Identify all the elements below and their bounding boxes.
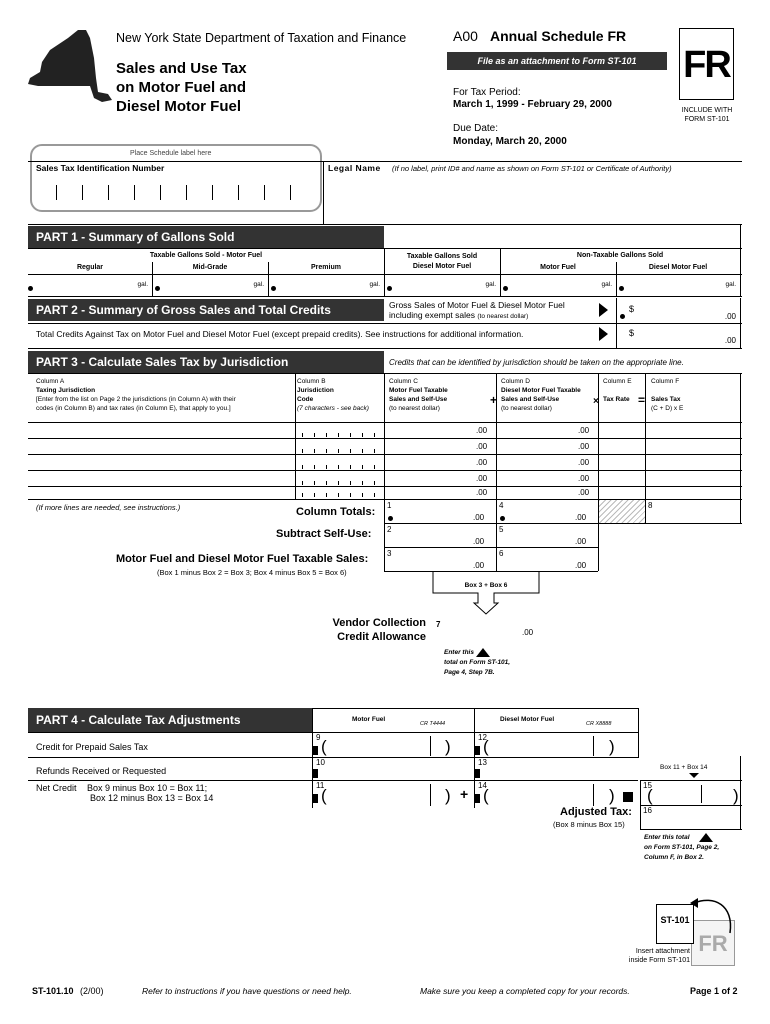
equals-operator: = <box>638 393 646 407</box>
box-3-number: 3 <box>387 549 392 558</box>
vendor-line-2: Credit Allowance <box>337 631 426 643</box>
box-11-field[interactable] <box>313 781 473 807</box>
col-b-note: (7 characters - see back) <box>297 405 369 412</box>
box-7-number: 7 <box>436 620 441 629</box>
more-lines-note: (If more lines are needed, see instructions.) <box>36 503 181 512</box>
include-with-line-2: FORM ST-101 <box>684 116 730 123</box>
attachment-note: File as an attachment to Form ST-101 <box>447 52 667 70</box>
fr-badge-text: FR <box>683 44 730 86</box>
tax-period-label: For Tax Period: <box>453 87 521 98</box>
p4-cents-divider <box>430 784 431 806</box>
include-with-line-1: INCLUDE WITH <box>681 107 733 114</box>
col-regular: Regular <box>76 264 104 271</box>
zero-cents: .00 <box>575 513 587 522</box>
zero-d: .00 <box>578 488 590 497</box>
zero-d: .00 <box>578 426 590 435</box>
box-14-number: 14 <box>478 781 487 790</box>
form-number-text: ST-101.10 <box>32 986 74 996</box>
zero-c: .00 <box>476 474 488 483</box>
zero-c: .00 <box>476 488 488 497</box>
enter-line-2: on Form ST-101, Page 2, <box>644 844 720 852</box>
col-f-label: Column F <box>651 378 680 385</box>
part3-title: PART 3 - Calculate Sales Tax by Jurisdiction <box>28 351 384 373</box>
box-8-field[interactable] <box>646 500 740 523</box>
taxable-diesel-line-2: Diesel Motor Fuel <box>412 263 472 270</box>
close-paren: ) <box>733 786 739 805</box>
box-7-field[interactable] <box>444 620 544 640</box>
nontaxable-header: Non-Taxable Gallons Sold <box>576 252 664 259</box>
col-a-title: Taxing Jurisdiction <box>36 387 96 394</box>
box15-top-right <box>740 756 741 780</box>
box-8-number: 8 <box>648 501 653 510</box>
open-paren: ( <box>321 737 327 756</box>
enter-line-2: total on Form ST-101, <box>444 659 511 667</box>
close-paren: ) <box>609 737 615 756</box>
col-e-title: Tax Rate <box>603 396 630 403</box>
jurisdiction-row-5[interactable] <box>28 487 740 499</box>
form-number <box>32 986 104 996</box>
diesel-fuel-header: Diesel Motor Fuel <box>500 716 555 723</box>
col-c-title-1: Motor Fuel Taxable <box>389 387 448 394</box>
box-e-shaded <box>599 500 645 523</box>
midgrade-gallons-field[interactable] <box>152 276 268 296</box>
part1-line-top <box>28 248 742 249</box>
part1-line-mid <box>28 274 742 275</box>
col-b-title-2: Code <box>297 396 314 403</box>
jurisdiction-code-ticks <box>298 429 382 495</box>
motor-fuel-header: Motor Fuel <box>352 716 386 723</box>
box-4-field[interactable] <box>497 500 598 523</box>
cr-motor: CR T4444 <box>420 721 446 727</box>
open-paren: ( <box>321 786 327 805</box>
refer-instructions: Refer to instructions if you have questions or need help. <box>142 986 352 996</box>
col-f-header <box>651 377 683 413</box>
st101-doc <box>656 904 694 944</box>
enter-line-3: Column F, in Box 2. <box>644 854 704 862</box>
zero-c: .00 <box>476 458 488 467</box>
page-number: Page 1 of 2 <box>690 986 738 996</box>
enter-line-3: Page 4, Step 7B. <box>444 669 495 677</box>
vendor-line-1: Vendor Collection <box>332 617 426 629</box>
p4-header-top <box>312 708 638 709</box>
gross-sales-label <box>389 300 565 322</box>
total-credits-field[interactable] <box>618 326 740 346</box>
gross-line-2: including exempt sales <box>389 310 475 320</box>
col-midgrade: Mid-Grade <box>192 264 228 271</box>
gross-line-2-note: (to nearest dollar) <box>477 313 529 320</box>
dollar-sign: $ <box>629 328 635 338</box>
premium-gallons-field[interactable] <box>268 276 384 296</box>
box-10-number: 10 <box>316 758 325 767</box>
box-16-field[interactable] <box>641 806 739 829</box>
col-f-title-2: (C + D) x E <box>651 405 684 412</box>
fr-badge <box>679 28 734 100</box>
col-nt-motor: Motor Fuel <box>540 264 576 271</box>
col-a-note-2: codes (in Column B) and tax rates (in Column E), that apply to you.] <box>36 405 231 412</box>
net-credit-label <box>36 783 207 793</box>
box-9-field[interactable] <box>313 733 473 757</box>
enter-line-1: Enter this total <box>644 834 690 842</box>
close-paren: ) <box>445 737 451 756</box>
title-line-2: on Motor Fuel and <box>116 79 246 96</box>
net-credit-text: Net Credit <box>36 783 77 793</box>
regular-gallons-field[interactable] <box>28 276 152 296</box>
vendor-collection-label <box>330 616 426 644</box>
box-5-number: 5 <box>499 525 504 534</box>
zero-cents: .00 <box>575 537 587 546</box>
box-3-field[interactable] <box>385 548 496 571</box>
close-paren: ) <box>445 786 451 805</box>
tax-period: March 1, 1999 - February 29, 2000 <box>453 99 612 110</box>
taxable-sales-note: (Box 1 minus Box 2 = Box 3; Box 4 minus Box 5 = Box 6) <box>157 568 347 577</box>
p4-cents-divider <box>430 736 431 756</box>
zero-cents: .00 <box>522 628 534 637</box>
zero-cents: .00 <box>473 513 485 522</box>
refunds-label: Refunds Received or Requested <box>36 766 167 776</box>
col-a-label: Column A <box>36 378 65 385</box>
box-15-number: 15 <box>643 781 652 790</box>
p4-cents-divider <box>593 736 594 756</box>
col-e-label: Column E <box>603 378 632 385</box>
department-name: New York State Department of Taxation and Finance <box>116 31 407 45</box>
col-b-title-1: Jurisdiction <box>297 387 334 394</box>
dollar-sign: $ <box>629 304 635 314</box>
label-top-line <box>28 161 742 162</box>
down-arrow-box-icon <box>432 571 540 615</box>
box-11-number: 11 <box>316 781 325 790</box>
up-arrow-icon <box>476 648 490 657</box>
adjusted-tax-note: (Box 8 minus Box 15) <box>553 820 625 829</box>
box-1-field[interactable] <box>385 500 496 523</box>
net-credit-note-1: Box 9 minus Box 10 = Box 11; <box>87 783 208 793</box>
zero-cents: .00 <box>473 537 485 546</box>
part2-title: PART 2 - Summary of Gross Sales and Total Credits <box>28 299 384 321</box>
zero-cents: .00 <box>575 561 587 570</box>
unit-gal: gal. <box>601 281 612 288</box>
box-4-number: 4 <box>499 501 504 510</box>
open-paren: ( <box>647 786 653 805</box>
col-nt-diesel: Diesel Motor Fuel <box>648 264 708 271</box>
zero-cents: .00 <box>473 561 485 570</box>
legal-name-note: (If no label, print ID# and name as shown on Form ST-101 or Certificate of Authority) <box>392 164 672 173</box>
box11-plus-14-label: Box 11 + Box 14 <box>660 764 708 771</box>
form-date: (2/00) <box>80 986 104 996</box>
nontaxable-diesel-gallons-field[interactable] <box>616 276 740 296</box>
p3-vline-right <box>740 373 741 523</box>
box-6-number: 6 <box>499 549 504 558</box>
st101-doc-text: ST-101 <box>660 915 690 925</box>
new-york-state-map-icon <box>28 28 112 110</box>
arrow-right-icon <box>599 303 608 317</box>
insert-attachment-note <box>600 947 690 965</box>
zero-d: .00 <box>578 458 590 467</box>
part1-right-border <box>740 224 741 296</box>
part1-line-bottom <box>28 296 742 297</box>
box-15-field[interactable] <box>641 781 739 805</box>
cr-diesel: CR X8888 <box>586 721 612 727</box>
label-divider <box>323 161 324 225</box>
col-a-header <box>36 377 236 413</box>
taxable-motor-fuel-header: Taxable Gallons Sold - Motor Fuel <box>149 252 263 259</box>
legal-name-field[interactable] <box>326 178 740 224</box>
form-code: A00 <box>453 28 478 44</box>
col-d-note: (to nearest dollar) <box>501 405 552 412</box>
zero-d: .00 <box>578 474 590 483</box>
due-date: Monday, March 20, 2000 <box>453 136 567 147</box>
box-9-number: 9 <box>316 733 321 742</box>
label-bottom-line <box>28 224 742 225</box>
col-b-header <box>297 377 369 413</box>
gross-sales-field[interactable] <box>618 302 740 322</box>
part3-credits-note: Credits that can be identified by jurisdiction should be taken on the appropriate line. <box>389 358 684 367</box>
zero-c: .00 <box>476 442 488 451</box>
fr-attachment-text: FR <box>698 931 728 956</box>
col-premium: Premium <box>311 264 341 271</box>
jurisdiction-row-1[interactable] <box>28 423 740 438</box>
col-e-header <box>603 377 632 404</box>
down-arrow-icon <box>689 773 699 778</box>
taxable-diesel-header <box>384 252 500 272</box>
part1-title: PART 1 - Summary of Gallons Sold <box>28 226 384 248</box>
insert-arrow-icon <box>690 895 738 935</box>
vendor-enter-note <box>444 648 510 678</box>
total-credits-label: Total Credits Against Tax on Motor Fuel and Diesel Motor Fuel (except prepaid credits). See instructions for additional information. <box>36 329 524 339</box>
box8-left <box>645 499 646 523</box>
arrow-right-icon <box>599 327 608 341</box>
subtract-self-use-label: Subtract Self-Use: <box>276 528 372 540</box>
form-title <box>116 59 247 116</box>
box-13-number: 13 <box>478 758 487 767</box>
col-c-label: Column C <box>389 378 418 385</box>
open-paren: ( <box>483 786 489 805</box>
column-totals-label: Column Totals: <box>296 506 376 518</box>
box-12-number: 12 <box>478 733 487 742</box>
taxable-diesel-line-1: Taxable Gallons Sold <box>406 253 478 260</box>
col-f-title-1: Sales Tax <box>651 396 681 403</box>
place-label-note: Place Schedule label here <box>130 150 212 157</box>
col-a-note-1: [Enter from the list on Page 2 the jurisdictions (in Column A) with their <box>36 396 236 403</box>
plus-operator: + <box>490 393 498 407</box>
part4-title: PART 4 - Calculate Tax Adjustments <box>28 708 312 732</box>
zero-cents: .00 <box>724 336 736 345</box>
title-line-3: Diesel Motor Fuel <box>116 98 242 115</box>
box-10-field[interactable] <box>313 758 473 780</box>
col-d-title-2: Sales and Self-Use <box>501 396 560 403</box>
part3-line-top <box>28 373 742 374</box>
unit-gal: gal. <box>137 281 148 288</box>
col-d-label: Column D <box>501 378 530 385</box>
box-5-field[interactable] <box>497 524 598 547</box>
nontaxable-motor-gallons-field[interactable] <box>500 276 616 296</box>
box-2-field[interactable] <box>385 524 496 547</box>
jurisdiction-row-2[interactable] <box>28 439 740 454</box>
net-credit-note-2: Box 12 minus Box 13 = Box 14 <box>90 793 214 803</box>
plus-operator: + <box>460 786 469 802</box>
enter-line-1: Enter this <box>444 649 474 657</box>
close-paren: ) <box>609 786 615 805</box>
jurisdiction-row-4[interactable] <box>28 471 740 486</box>
sales-tax-id-field[interactable] <box>36 185 306 200</box>
unit-gal: gal. <box>725 281 736 288</box>
gross-line-1: Gross Sales of Motor Fuel & Diesel Motor Fuel <box>389 300 565 310</box>
col-b-label: Column B <box>297 378 326 385</box>
adjusted-tax-label: Adjusted Tax: <box>560 806 632 818</box>
box-16-number: 16 <box>643 806 652 815</box>
times-operator: × <box>593 396 599 407</box>
up-arrow-icon <box>699 833 713 842</box>
open-paren: ( <box>483 737 489 756</box>
col-c-note: (to nearest dollar) <box>389 405 440 412</box>
equals-square-icon <box>623 792 633 802</box>
sales-tax-id-label: Sales Tax Identification Number <box>36 163 165 173</box>
due-date-label: Due Date: <box>453 123 499 134</box>
legal-name-label: Legal Name <box>328 163 381 173</box>
title-line-1: Sales and Use Tax <box>116 60 247 77</box>
zero-d: .00 <box>578 442 590 451</box>
box-2-number: 2 <box>387 525 392 534</box>
col-c-header <box>389 377 448 413</box>
zero-cents: .00 <box>724 312 736 321</box>
zero-c: .00 <box>476 426 488 435</box>
part2-line-mid <box>28 323 742 324</box>
unit-gal: gal. <box>253 281 264 288</box>
taxable-diesel-gallons-field[interactable] <box>384 276 500 296</box>
col-d-header <box>501 377 581 413</box>
col-c-title-2: Sales and Self-Use <box>389 396 448 403</box>
taxable-sales-label: Motor Fuel and Diesel Motor Fuel Taxable Sales: <box>116 553 369 565</box>
insert-line-2: inside Form ST-101 <box>628 957 690 964</box>
box-14-field[interactable] <box>475 781 637 807</box>
box-12-field[interactable] <box>475 733 637 757</box>
adjusted-enter-note <box>644 833 719 863</box>
insert-line-1: Insert attachment <box>635 948 690 955</box>
part2-line-bottom <box>28 348 742 349</box>
box-13-field[interactable] <box>475 758 637 780</box>
prepaid-credit-label: Credit for Prepaid Sales Tax <box>36 742 148 752</box>
include-with <box>674 106 740 124</box>
p4-vline-c <box>638 708 639 758</box>
col-d-title-1: Diesel Motor Fuel Taxable <box>501 387 581 394</box>
jurisdiction-row-3[interactable] <box>28 455 740 470</box>
schedule-title: Annual Schedule FR <box>490 28 627 44</box>
box-6-field[interactable] <box>497 548 598 571</box>
keep-copy-note: Make sure you keep a completed copy for your records. <box>420 986 630 996</box>
p4-cents-divider <box>593 784 594 806</box>
box3-plus-box6: Box 3 + Box 6 <box>464 582 508 589</box>
box-1-number: 1 <box>387 501 392 510</box>
unit-gal: gal. <box>485 281 496 288</box>
unit-gal: gal. <box>369 281 380 288</box>
